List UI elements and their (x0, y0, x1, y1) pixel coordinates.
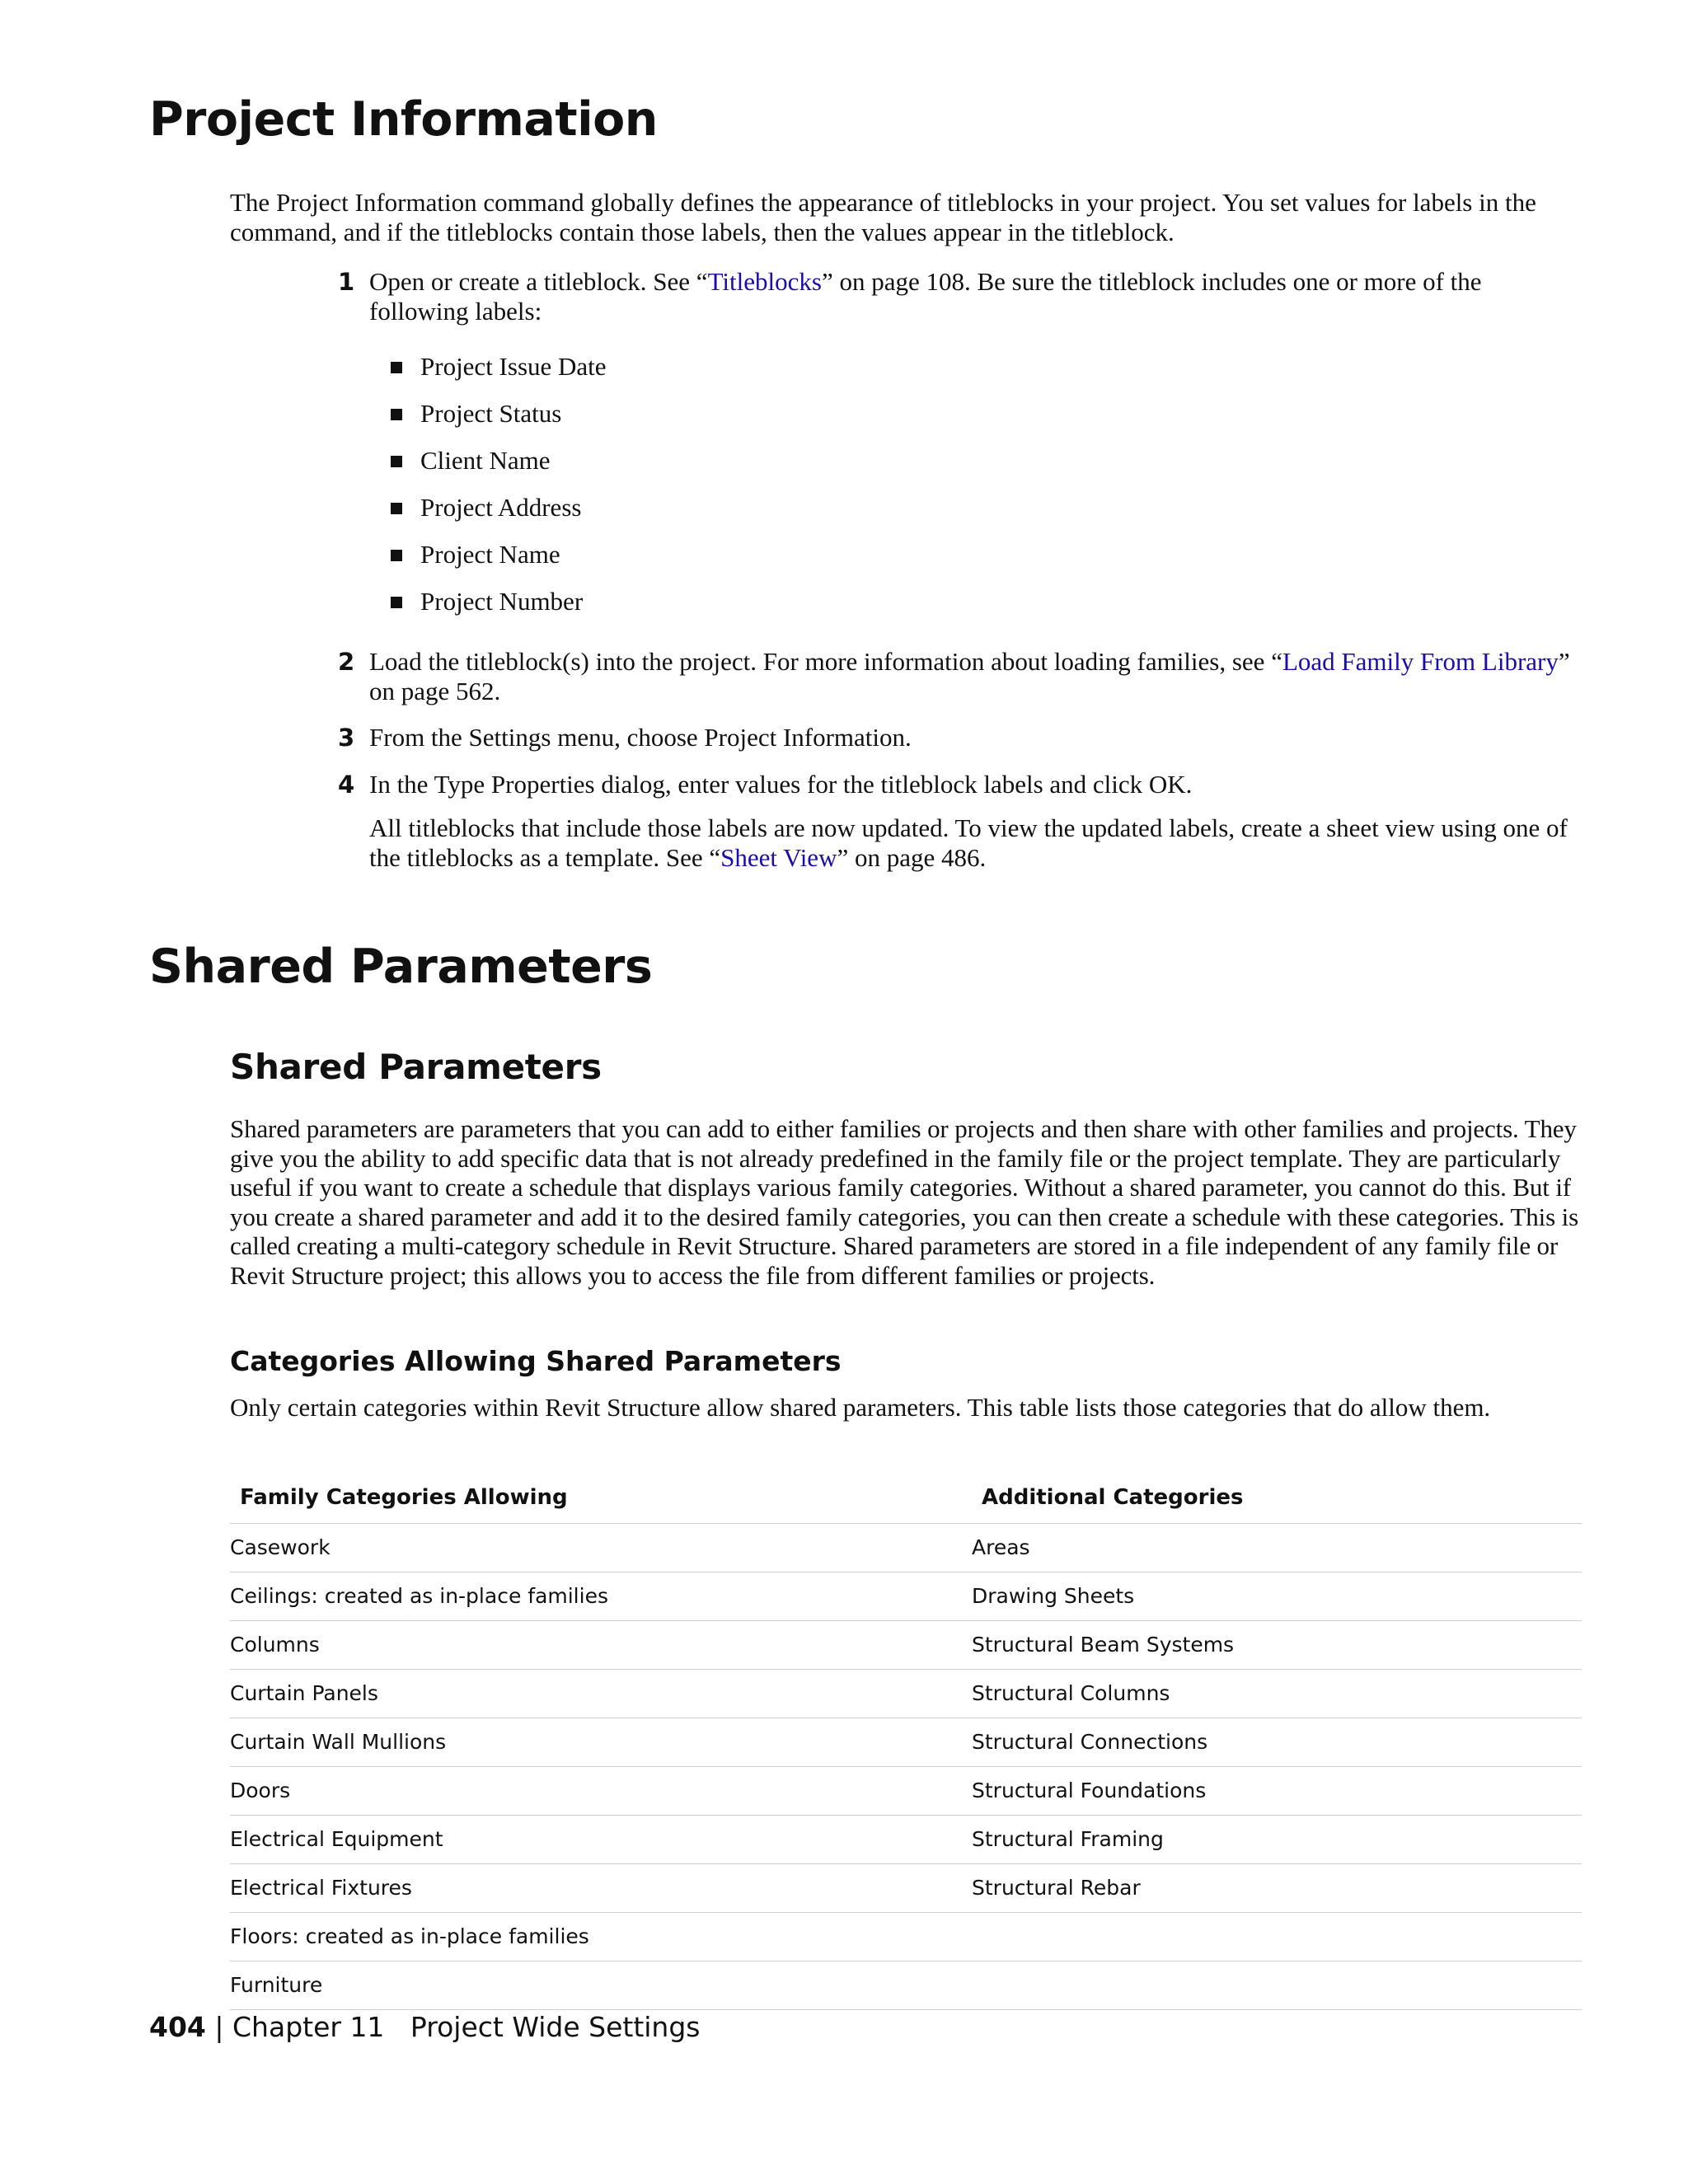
square-bullet-icon (391, 409, 402, 420)
step-result-text: All titleblocks that include those labels are now updated. To view the updated labels, create a sheet view using one of the titleblocks as a template. See “Sheet View” on page 486. (369, 813, 1568, 872)
heading-categories-allowing: Categories Allowing Shared Parameters (230, 1345, 842, 1377)
square-bullet-icon (391, 597, 402, 608)
table-row (230, 1961, 1582, 2010)
intro-paragraph: The Project Information command globally defines the appearance of titleblocks in your project. You set values for labels in the command, and if the titleblocks contain those labels, then the values appear in the titleblock. (230, 188, 1536, 246)
step-number: 1 (338, 268, 355, 296)
table-cell: Structural Beam Systems (972, 1633, 1235, 1657)
categories-table (230, 1475, 1582, 2010)
list-item: Project Number (387, 587, 607, 634)
link-load-family-from-library[interactable]: Load Family From Library (1282, 647, 1559, 676)
square-bullet-icon (391, 456, 402, 467)
table-cell: Structural Columns (972, 1681, 1170, 1705)
link-titleblocks[interactable]: Titleblocks (707, 267, 822, 296)
table-row (230, 1816, 1582, 1864)
step-text: Load the titleblock(s) into the project. For more information about loading families, see “Load Family From Library” on page 562. (369, 647, 1570, 705)
square-bullet-icon (391, 362, 402, 373)
table-row (230, 1913, 1582, 1961)
table-cell: Structural Connections (972, 1730, 1208, 1754)
categories-intro: Only certain categories within Revit Structure allow shared parameters. This table lists those categories that do allow them. (230, 1393, 1491, 1422)
step-number: 4 (338, 771, 355, 799)
heading-project-information: Project Information (149, 92, 658, 147)
table-cell: Curtain Wall Mullions (230, 1730, 447, 1754)
table-cell: Casework (230, 1535, 331, 1559)
labels-list (387, 352, 607, 634)
heading-shared-parameters: Shared Parameters (149, 940, 653, 994)
list-item: Client Name (387, 446, 607, 493)
chapter-title: Project Wide Settings (410, 2011, 701, 2043)
square-bullet-icon (391, 550, 402, 561)
table-cell: Furniture (230, 1973, 323, 1997)
table-cell: Ceilings: created as in-place families (230, 1584, 608, 1608)
table-cell: Columns (230, 1633, 320, 1657)
step-number: 2 (338, 648, 355, 676)
list-item: Project Status (387, 399, 607, 446)
table-cell: Doors (230, 1779, 291, 1802)
table-row (230, 1767, 1582, 1816)
table-cell: Areas (972, 1535, 1030, 1559)
table-row (230, 1524, 1582, 1572)
step-text: Open or create a titleblock. See “Titleblocks” on page 108. Be sure the titleblock includes one or more of the following labels: (369, 267, 1482, 326)
table-row (230, 1621, 1582, 1670)
column-header: Additional Categories (982, 1485, 1244, 1510)
table-cell: Structural Rebar (972, 1876, 1141, 1900)
shared-parameters-body: Shared parameters are parameters that you can add to either families or projects and then share with other families and projects. They give you the ability to add specific data that is not already predefined in the family file or the project template. They are particularly useful if you want to create a schedule that displays various family categories. Without a shared parameter, you cannot do this. But if you create a shared parameter and add it to the desired family categories, you can then create a schedule with these categories. This is called creating a multi-category schedule in Revit Structure. Shared parameters are stored in a file independent of any family file or Revit Structure project; this allows you to access the file from different families or projects. (230, 1114, 1578, 1290)
table-cell: Floors: created as in-place families (230, 1924, 589, 1948)
table-cell: Curtain Panels (230, 1681, 378, 1705)
table-cell: Electrical Equipment (230, 1827, 443, 1851)
table-cell: Structural Framing (972, 1827, 1164, 1851)
column-header: Family Categories Allowing (240, 1485, 568, 1510)
table-cell: Drawing Sheets (972, 1584, 1135, 1608)
list-item: Project Name (387, 540, 607, 587)
table-header (230, 1475, 1582, 1524)
table-row (230, 1670, 1582, 1718)
step-text: In the Type Properties dialog, enter values for the titleblock labels and click OK. (369, 770, 1193, 799)
step-4-result (338, 813, 1582, 873)
list-item: Project Address (387, 493, 607, 540)
square-bullet-icon (391, 503, 402, 514)
link-sheet-view[interactable]: Sheet View (720, 843, 837, 872)
table-row (230, 1572, 1582, 1621)
list-item: Project Issue Date (387, 352, 607, 399)
table-cell: Electrical Fixtures (230, 1876, 412, 1900)
step-number: 3 (338, 724, 355, 752)
page-number: 404 (149, 2011, 206, 2043)
step-text: From the Settings menu, choose Project Information. (369, 723, 912, 752)
table-row (230, 1718, 1582, 1767)
step-3 (338, 723, 1582, 752)
step-4 (338, 770, 1582, 799)
step-1 (338, 267, 1582, 326)
page-footer (149, 2011, 700, 2043)
footer-separator: | (214, 2011, 224, 2043)
step-2 (338, 647, 1582, 706)
table-row (230, 1864, 1582, 1913)
table-cell: Structural Foundations (972, 1779, 1207, 1802)
subheading-shared-parameters: Shared Parameters (230, 1047, 602, 1087)
chapter-label: Chapter 11 (232, 2011, 385, 2043)
